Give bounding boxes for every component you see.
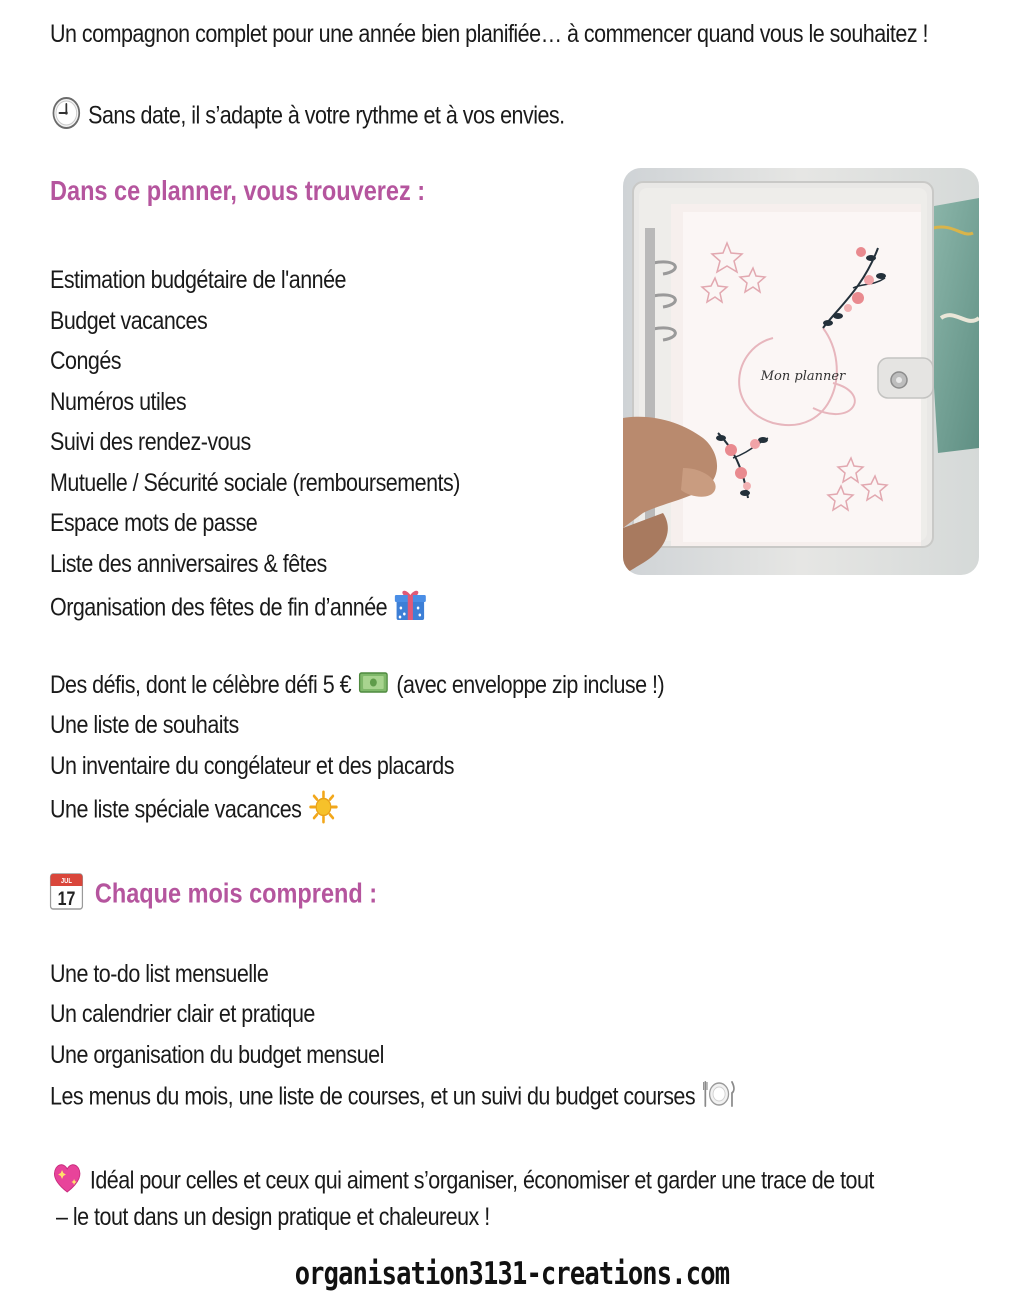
list-item: Une to-do list mensuelle — [50, 960, 269, 988]
list-item: Une liste de souhaits — [50, 711, 239, 739]
planner-cover-text: Mon planner — [760, 369, 846, 384]
money-icon — [358, 669, 389, 703]
undated-text: Sans date, il s’adapte à votre rythme et à vos envies. — [88, 101, 565, 130]
list-item: Budget vacances — [50, 307, 208, 335]
closing-text-2: – le tout dans un design pratique et chaleureux ! — [56, 1203, 490, 1231]
challenge-note: (avec enveloppe zip incluse !) — [396, 671, 665, 699]
section1-heading: Dans ce planner, vous trouverez : — [50, 175, 426, 206]
planner-photo-drawing — [623, 168, 979, 575]
list-item: Estimation budgétaire de l'année — [50, 266, 346, 294]
list-item: Un inventaire du congélateur et des placards — [50, 752, 454, 780]
list-item: Une organisation du budget mensuel — [50, 1041, 384, 1069]
list-item: Congés — [50, 347, 122, 375]
challenge-text: Des défis, dont le célèbre défi 5 € — [50, 671, 352, 699]
calendar-day: 17 — [57, 887, 76, 910]
sun-icon — [309, 790, 338, 832]
list-item: Numéros utiles — [50, 388, 187, 416]
challenge-line — [50, 669, 664, 703]
list-item: Liste des anniversaires & fêtes — [50, 550, 327, 578]
list-item-label: Organisation des fêtes de fin d’année — [50, 593, 388, 622]
intro-text: Un compagnon complet pour une année bien planifiée… à commencer quand vous le souhaitez ! — [50, 20, 928, 48]
footer-website — [0, 1256, 1024, 1292]
vacation-line — [50, 790, 340, 832]
clock-icon — [52, 96, 81, 138]
closing-line-1 — [50, 1161, 874, 1203]
list-item: Mutuelle / Sécurité sociale (remboursements) — [50, 469, 460, 497]
list-item: Espace mots de passe — [50, 509, 258, 537]
plate-icon — [702, 1079, 736, 1117]
section2-heading-row — [48, 872, 377, 918]
list-item-label: Les menus du mois, une liste de courses, et un suivi du budget courses — [50, 1082, 696, 1111]
list-item: Un calendrier clair et pratique — [50, 1000, 315, 1028]
sparkling-heart-icon — [52, 1161, 83, 1203]
calendar-month: JUL — [60, 877, 73, 886]
list-item-with-icon — [50, 588, 429, 630]
list-item: Suivi des rendez-vous — [50, 428, 251, 456]
undated-line — [50, 96, 565, 138]
footer-url: organisation3131-creations.com — [294, 1256, 730, 1292]
planner-photo — [623, 168, 979, 575]
section2-heading: Chaque mois comprend : — [94, 877, 378, 909]
calendar-icon — [50, 872, 84, 918]
vacation-text: Une liste spéciale vacances — [50, 795, 302, 824]
gift-icon — [394, 588, 427, 630]
list-item-with-icon — [50, 1079, 738, 1117]
closing-text-1: Idéal pour celles et ceux qui aiment s’organiser, économiser et garder une trace de tout — [89, 1166, 874, 1195]
